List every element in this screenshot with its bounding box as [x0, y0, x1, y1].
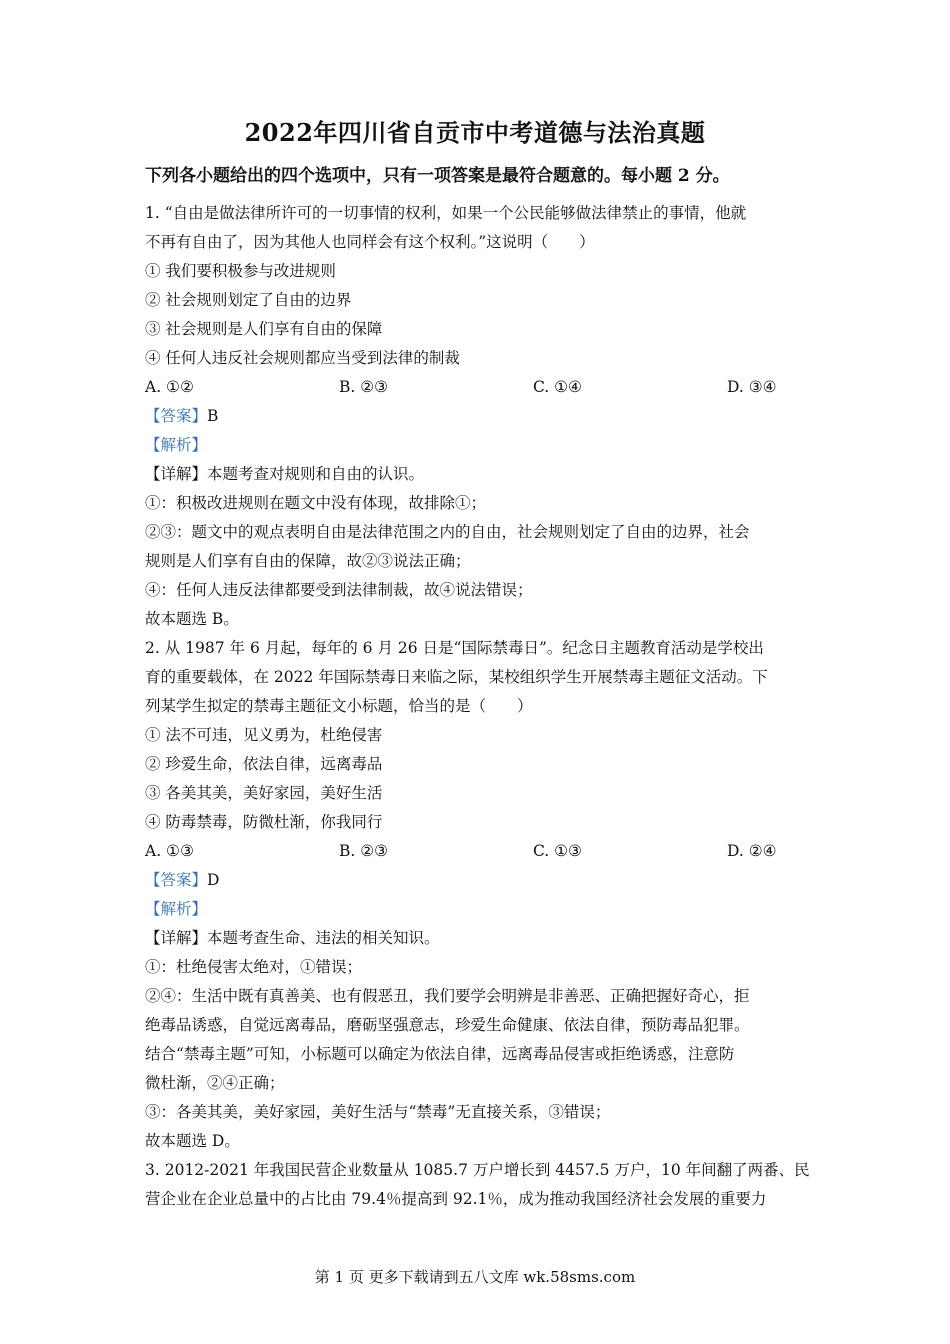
statement-item: ④ 防毒禁毒，防微杜渐，你我同行 — [145, 813, 383, 831]
statement-item: ① 我们要积极参与改进规则 — [145, 262, 336, 280]
question-1 — [145, 199, 805, 634]
answer-tag: 【答案】 — [145, 871, 208, 889]
explanation-line: ①：积极改进规则在题文中没有体现，故排除①； — [145, 494, 487, 512]
option-d: D. ③④ — [727, 378, 777, 396]
statement-item: ② 珍爱生命，依法自律，远离毒品 — [145, 755, 383, 773]
page-footer: 第 1 页 更多下载请到五八文库 wk.58sms.com — [314, 1268, 636, 1286]
question-stem: 营企业在企业总量中的占比由 79.4％提高到 92.1％，成为推动我国经济社会发展的重要力 — [145, 1190, 767, 1208]
option-c: C. ①④ — [533, 378, 582, 396]
option-c: C. ①③ — [533, 842, 582, 860]
question-stem: 育的重要载体，在 2022 年国际禁毒日来临之际，某校组织学生开展禁毒主题征文活动。下 — [145, 668, 768, 686]
question-stem: 列某学生拟定的禁毒主题征文小标题，恰当的是（ ） — [145, 697, 533, 715]
question-stem: 2. 从 1987 年 6 月起，每年的 6 月 26 日是“国际禁毒日”。纪念日主题教育活动是学校出 — [145, 639, 764, 657]
option-b: B. ②③ — [339, 378, 389, 396]
answer-value: D — [207, 871, 220, 889]
option-a: A. ①③ — [145, 842, 194, 860]
question-stem: 1. “自由是做法律所许可的一切事情的权利，如果一个公民能够做法律禁止的事情，他就 — [145, 204, 747, 222]
option-a: A. ①② — [145, 378, 194, 396]
explanation-line: 故本题选 B。 — [145, 610, 239, 628]
option-d: D. ②④ — [727, 842, 777, 860]
statement-item: ① 法不可违，见义勇为，杜绝侵害 — [145, 726, 383, 744]
question-3 — [145, 1156, 810, 1214]
page-title: 2022年四川省自贡市中考道德与法治真题 — [244, 118, 706, 147]
explanation-line: 微杜渐，②④正确； — [145, 1074, 285, 1092]
explanation-line: 规则是人们享有自由的保障，故②③说法正确； — [145, 552, 471, 570]
explanation-line: ②④：生活中既有真善美、也有假恶丑，我们要学会明辨是非善恶、正确把握好奇心，拒 — [145, 987, 750, 1005]
explanation-line: ①：杜绝侵害太绝对，①错误； — [145, 958, 363, 976]
explanation-line: 【详解】本题考查生命、违法的相关知识。 — [145, 929, 440, 947]
section-instructions: 下列各小题给出的四个选项中，只有一项答案是最符合题意的。每小题 2 分。 — [145, 166, 730, 186]
option-b: B. ②③ — [339, 842, 389, 860]
explanation-line: 绝毒品诱惑，自觉远离毒品，磨砺坚强意志，珍爱生命健康、依法自律，预防毒品犯罪。 — [145, 1016, 750, 1034]
answer-tag: 【答案】 — [145, 407, 208, 425]
answer-line — [145, 402, 805, 431]
statement-item: ③ 社会规则是人们享有自由的保障 — [145, 320, 383, 338]
explanation-line: 结合“禁毒主题”可知，小标题可以确定为依法自律，远离毒品侵害或拒绝诱惑，注意防 — [145, 1045, 735, 1063]
analysis-tag: 【解析】 — [145, 436, 208, 454]
answer-line — [145, 866, 805, 895]
answer-value: B — [207, 407, 219, 425]
explanation-line: 【详解】本题考查对规则和自由的认识。 — [145, 465, 425, 483]
explanation-line: ③：各美其美，美好家园，美好生活与“禁毒”无直接关系，③错误； — [145, 1103, 611, 1121]
explanation-line: 故本题选 D。 — [145, 1132, 240, 1150]
explanation-line: ④：任何人违反法律都要受到法律制裁，故④说法错误； — [145, 581, 533, 599]
answer-options — [145, 837, 805, 866]
question-stem: 不再有自由了，因为其他人也同样会有这个权利。”这说明（ ） — [145, 233, 595, 251]
question-2 — [145, 634, 805, 1156]
statement-item: ④ 任何人违反社会规则都应当受到法律的制裁 — [145, 349, 460, 367]
statement-item: ③ 各美其美，美好家园，美好生活 — [145, 784, 383, 802]
question-stem: 3. 2012-2021 年我国民营企业数量从 1085.7 万户增长到 4457.5 万户，10 年间翻了两番、民 — [145, 1161, 810, 1179]
answer-options — [145, 373, 805, 402]
analysis-tag: 【解析】 — [145, 900, 208, 918]
statement-item: ② 社会规则划定了自由的边界 — [145, 291, 352, 309]
explanation-line: ②③：题文中的观点表明自由是法律范围之内的自由，社会规则划定了自由的边界，社会 — [145, 523, 750, 541]
